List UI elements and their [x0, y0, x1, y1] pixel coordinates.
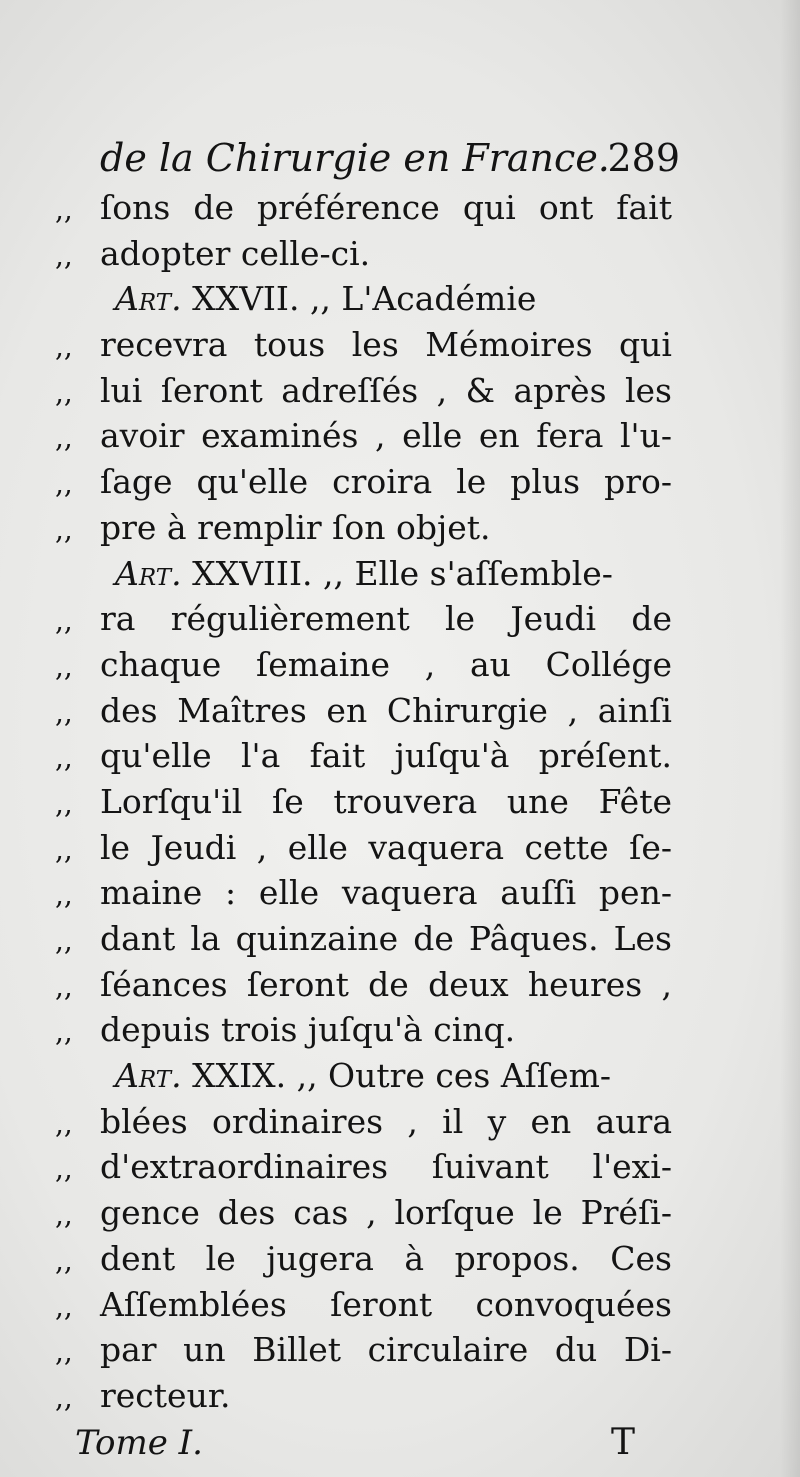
article-label: Art.: [115, 1056, 182, 1096]
text-line: [55, 368, 685, 414]
quote-mark: ,,: [55, 467, 73, 501]
text-line: [55, 1099, 685, 1145]
text-line: [55, 505, 685, 551]
line-text: XXIX. ,, Outre ces Aſſem-: [192, 1056, 612, 1096]
text-line: [55, 276, 685, 322]
line-text: gence des cas , lorſque le Préſi-: [100, 1193, 672, 1233]
volume-signature: Tome I.: [75, 1423, 203, 1463]
page-header: [100, 128, 680, 188]
text-line: [55, 596, 685, 642]
text-line: [55, 870, 685, 916]
line-text: d'extraordinaires ſuivant l'exi-: [100, 1147, 672, 1187]
text-line: [55, 1373, 685, 1419]
text-line: [55, 322, 685, 368]
text-line: [55, 1053, 685, 1099]
page-edge-shadow: [780, 0, 800, 1477]
quote-mark: ,,: [55, 193, 73, 226]
text-line: [55, 733, 685, 779]
article-label: Art.: [115, 553, 182, 593]
quote-mark: ,,: [55, 832, 73, 866]
quote-mark: ,,: [55, 512, 73, 546]
line-text: XXVII. ,, L'Académie: [192, 279, 537, 319]
text-line: [55, 916, 685, 962]
quote-mark: ,,: [55, 1198, 73, 1232]
line-text: XXVIII. ,, Elle s'aſſemble-: [192, 553, 613, 593]
line-text: dant la quinzaine de Pâques. Les: [100, 919, 672, 958]
quote-mark: ,,: [55, 1289, 73, 1323]
quote-mark: ,,: [55, 1106, 73, 1140]
line-text: recevra tous les Mémoires qui: [100, 325, 672, 365]
quote-mark: ,,: [55, 1015, 73, 1049]
line-text: adopter celle-ci.: [100, 233, 371, 273]
line-text: chaque ſemaine , au Collége: [100, 644, 672, 684]
line-text: ſage qu'elle croira le plus pro-: [100, 462, 672, 502]
line-text: pre à remplir ſon objet.: [100, 507, 491, 547]
line-text: depuis trois juſqu'à cinq.: [100, 1010, 516, 1050]
quote-mark: ,,: [55, 741, 73, 775]
quote-mark: ,,: [55, 969, 73, 1003]
text-line: [55, 1007, 685, 1053]
text-line: [55, 962, 685, 1008]
line-text: recteur.: [100, 1375, 231, 1415]
article-label: Art.: [115, 279, 182, 319]
text-line: [55, 779, 685, 825]
line-text: ra régulièrement le Jeudi de: [100, 599, 672, 639]
line-text: des Maîtres en Chirurgie , ainſi: [100, 690, 672, 730]
text-line: [55, 1236, 685, 1282]
text-line: [55, 185, 685, 231]
quote-mark: ,,: [55, 375, 73, 409]
body-text: [55, 185, 685, 1419]
quote-mark: ,,: [55, 1243, 73, 1277]
quote-mark: ,,: [55, 924, 73, 957]
line-text: avoir examinés , elle en fera l'u-: [100, 416, 672, 456]
text-line: [55, 551, 685, 597]
gathering-mark: T: [610, 1422, 635, 1463]
text-line: [55, 459, 685, 505]
quote-mark: ,,: [55, 695, 73, 729]
line-text: qu'elle l'a fait juſqu'à préſent.: [100, 736, 672, 776]
line-text: Lorſqu'il ſe trouvera une Fête: [100, 781, 672, 821]
line-text: maine : elle vaquera auſſi pen-: [100, 873, 672, 913]
line-text: dent le jugera à propos. Ces: [100, 1238, 672, 1278]
text-line: [55, 231, 685, 277]
quote-mark: ,,: [55, 1152, 73, 1186]
text-line: [55, 1144, 685, 1190]
quote-mark: ,,: [55, 878, 73, 912]
page-footer: [75, 1418, 635, 1468]
text-line: [55, 688, 685, 734]
line-text: Aſſemblées ſeront convoquées: [100, 1284, 672, 1324]
text-line: [55, 1327, 685, 1373]
quote-mark: ,,: [55, 786, 73, 820]
text-line: [55, 642, 685, 688]
line-text: lui ſeront adreſſés , & après les: [100, 370, 672, 410]
quote-mark: ,,: [55, 330, 73, 364]
quote-mark: ,,: [55, 1335, 73, 1369]
text-line: [55, 825, 685, 871]
line-text: le Jeudi , elle vaquera cette ſe-: [100, 827, 672, 867]
quote-mark: ,,: [55, 421, 73, 455]
page-number: 289: [607, 136, 680, 180]
text-line: [55, 1190, 685, 1236]
running-title: de la Chirurgie en France.: [100, 136, 610, 180]
quote-mark: ,,: [55, 604, 73, 638]
line-text: blées ordinaires , il y en aura: [100, 1101, 672, 1141]
text-line: [55, 413, 685, 459]
line-text: par un Billet circulaire du Di-: [100, 1330, 672, 1370]
quote-mark: ,,: [55, 1380, 73, 1414]
line-text: ſons de préférence qui ont fait: [100, 188, 672, 227]
text-line: [55, 1282, 685, 1328]
quote-mark: ,,: [55, 649, 73, 683]
quote-mark: ,,: [55, 238, 73, 272]
line-text: ſéances ſeront de deux heures ,: [100, 964, 672, 1004]
